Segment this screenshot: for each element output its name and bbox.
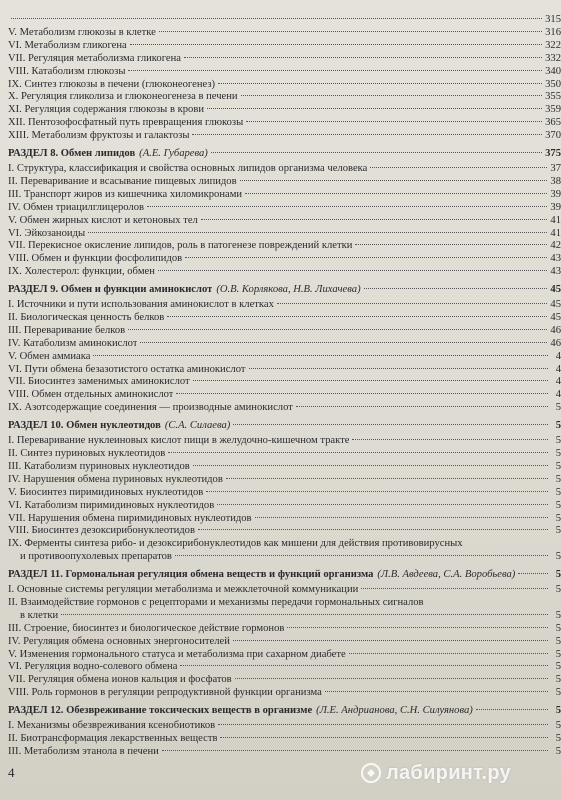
toc-entry-page: 46	[550, 324, 561, 336]
toc-entry	[8, 266, 561, 279]
dot-leader	[176, 392, 548, 394]
toc-entry-title: VI. Эйкозаноиды	[8, 227, 86, 239]
section-title: РАЗДЕЛ 8. Обмен липидов	[8, 148, 136, 160]
toc-entry-page: 5	[555, 473, 561, 485]
toc-entry-page: 5	[555, 705, 561, 717]
toc-entry	[8, 636, 561, 649]
section-title: РАЗДЕЛ 12. Обезвреживание токсических веществ в организме	[8, 705, 313, 717]
section-authors: (Л.В. Авдеева, С.А. Воробьева)	[377, 569, 516, 581]
toc-entry	[8, 500, 561, 513]
section-title: РАЗДЕЛ 10. Обмен нуклеотидов	[8, 420, 161, 432]
dot-leader	[158, 269, 547, 271]
toc-entry	[8, 312, 561, 325]
toc-entry-page: 5	[555, 745, 561, 757]
toc-entry-title: III. Катаболизм пуриновых нуклеотидов	[8, 460, 190, 472]
toc-entry-title: I. Механизмы обезвреживания ксенобиотиков	[8, 720, 216, 732]
toc-entry-title: VIII. Роль гормонов в регуляции репродуктивной функции организма	[8, 687, 322, 699]
dot-leader	[355, 243, 547, 245]
dot-leader	[240, 179, 548, 181]
dot-leader	[211, 151, 542, 153]
toc-entry	[8, 733, 561, 746]
toc-entry-page: 5	[555, 622, 561, 634]
toc-entry-title: VIII. Катаболизм глюкозы	[8, 65, 126, 77]
toc-entry-page: 37	[550, 162, 561, 174]
toc-entry	[8, 551, 561, 564]
toc-entry-page: 4	[555, 376, 561, 388]
toc-entry	[8, 104, 561, 117]
toc-entry-page: 5	[555, 448, 561, 459]
toc-entry	[8, 435, 561, 448]
toc-entry-title: III. Строение, биосинтез и биологическое действие гормонов	[8, 622, 285, 634]
labirint-logo-icon	[360, 762, 382, 784]
dot-leader	[88, 231, 547, 233]
toc-entry-title: IV. Нарушения обмена пуриновых нуклеотидов	[8, 473, 223, 485]
dot-leader	[130, 43, 542, 45]
toc-entry	[8, 117, 561, 130]
dot-leader	[93, 354, 548, 356]
dot-leader	[241, 94, 543, 96]
toc-entry	[8, 649, 561, 662]
toc-entry	[8, 746, 561, 759]
toc-entry-page: 5	[555, 661, 561, 673]
toc-entry	[8, 27, 561, 40]
dot-leader	[370, 166, 547, 168]
toc-entry-title: VI. Катаболизм пиримидиновых нуклеотидов	[8, 499, 215, 511]
toc-entry-page: 5	[555, 720, 561, 732]
section-authors: (А.Е. Губарева)	[139, 148, 208, 160]
toc-entry-page: 41	[550, 214, 561, 226]
toc-entry	[8, 402, 561, 415]
toc-entry-title: XI. Регуляция содержания глюкозы в крови	[8, 104, 205, 116]
toc-entry-page: 39	[550, 201, 561, 213]
toc-entry-title: XII. Пентозофосфатный путь превращения глюкозы	[8, 117, 244, 129]
toc-entry	[8, 474, 561, 487]
toc-entry	[8, 325, 561, 338]
toc-entry-title: V. Обмен жирных кислот и кетоновых тел	[8, 214, 198, 226]
toc-entry-page: 370	[545, 130, 561, 142]
section-authors: (Л.Е. Андрианова, С.Н. Силуянова)	[316, 705, 473, 717]
dot-leader	[352, 438, 548, 440]
toc-section-heading	[8, 569, 561, 582]
toc-entry-title: VII. Регуляция обмена ионов кальция и фосфатов	[8, 674, 232, 686]
toc-entry-title: XIII. Метаболизм фруктозы и галактозы	[8, 130, 190, 142]
dot-leader	[128, 328, 547, 330]
table-of-contents	[8, 14, 561, 759]
dot-leader	[287, 626, 548, 628]
toc-entry-page: 5	[555, 420, 561, 432]
toc-top-entry	[8, 14, 561, 27]
toc-entry	[8, 79, 561, 92]
dot-leader	[159, 30, 542, 32]
toc-entry-page: 5	[555, 687, 561, 699]
toc-entry-page: 45	[550, 299, 561, 311]
toc-entry-page: 5	[555, 402, 561, 414]
toc-entry-title: III. Транспорт жиров из кишечника хиломикронами	[8, 188, 243, 200]
toc-entry	[8, 240, 561, 253]
toc-entry-title: IX. Азотсодержащие соединения — производные аминокислот	[8, 402, 293, 414]
toc-entry-page: 39	[550, 188, 561, 200]
dot-leader	[198, 528, 548, 530]
toc-entry-page: 38	[550, 175, 561, 187]
toc-entry-title: V. Метаболизм глюкозы в клетке	[8, 26, 156, 38]
toc-entry-title: и противоопухолевых препаратов	[20, 551, 172, 563]
toc-entry	[8, 687, 561, 700]
dot-leader	[193, 464, 548, 466]
toc-entry-title: IX. Синтез глюкозы в печени (глюконеогенез)	[8, 78, 216, 90]
toc-entry-page: 355	[545, 91, 561, 103]
toc-entry	[8, 338, 561, 351]
toc-entry-title: VII. Перекисное окисление липидов, роль в патогенезе повреждений клетки	[8, 240, 353, 252]
toc-entry	[8, 623, 561, 636]
toc-entry-title: II. Взаимодействие гормонов с рецепторами и механизмы передачи гормональных сигналов	[8, 596, 424, 608]
toc-entry-title: VIII. Обмен отдельных аминокислот	[8, 389, 174, 401]
toc-entry	[8, 91, 561, 104]
toc-entry-page: 41	[550, 227, 561, 239]
dot-leader	[206, 490, 548, 492]
section-title: РАЗДЕЛ 11. Гормональная регуляция обмена веществ и функций организма	[8, 569, 374, 581]
toc-entry-page: 316	[545, 26, 561, 38]
dot-leader	[167, 315, 547, 317]
dot-leader	[218, 723, 548, 725]
toc-entry-page: 5	[555, 499, 561, 511]
dot-leader	[296, 405, 548, 407]
toc-entry-page: 322	[545, 39, 561, 51]
toc-entry-page: 340	[545, 65, 561, 77]
toc-entry-page: 4	[555, 350, 561, 362]
toc-entry-page: 365	[545, 117, 561, 129]
toc-entry	[8, 461, 561, 474]
toc-entry-title: IV. Обмен триацилглицеролов	[8, 201, 144, 213]
dot-leader	[255, 516, 548, 518]
toc-section-heading	[8, 420, 561, 433]
section-authors: (О.В. Корлякова, Н.В. Лихачева)	[216, 284, 361, 296]
toc-entry	[8, 610, 561, 623]
toc-entry-title: I. Переваривание нуклеиновых кислот пищи в желудочно-кишечном тракте	[8, 435, 350, 447]
dot-leader	[192, 133, 542, 135]
dot-leader	[235, 677, 548, 679]
dot-leader	[61, 613, 548, 615]
toc-entry	[8, 597, 561, 610]
toc-entry-title: IV. Катаболизм аминокислот	[8, 337, 138, 349]
toc-entry-page: 5	[555, 648, 561, 660]
toc-entry-title: II. Биотрансформация лекарственных веществ	[8, 733, 218, 744]
toc-entry	[8, 163, 561, 176]
dot-leader	[246, 120, 542, 122]
toc-entry-title: II. Переваривание и всасывание пищевых липидов	[8, 175, 237, 187]
dot-leader	[184, 56, 542, 58]
watermark-text: лабиринт.ру	[386, 762, 512, 784]
toc-entry-title: I. Источники и пути использования аминокислот в клетках	[8, 299, 274, 311]
toc-entry-page: 4	[555, 389, 561, 401]
toc-entry	[8, 53, 561, 66]
dot-leader	[217, 503, 548, 505]
toc-entry-page: 46	[550, 337, 561, 349]
toc-entry-page: 45	[550, 284, 561, 296]
toc-entry	[8, 538, 561, 551]
toc-entry-title: III. Метаболизм этанола в печени	[8, 745, 159, 757]
toc-entry-page: 5	[555, 733, 561, 744]
toc-entry-title: V. Обмен аммиака	[8, 350, 91, 362]
toc-section-heading	[8, 148, 561, 161]
toc-entry-title: в клетки	[20, 609, 59, 621]
toc-entry-title: I. Структура, классификация и свойства основных липидов организма человека	[8, 162, 368, 174]
toc-entry	[8, 189, 561, 202]
toc-entry	[8, 364, 561, 377]
page-number: 4	[8, 765, 15, 780]
toc-entry-page: 5	[555, 569, 561, 581]
toc-entry-title: X. Регуляция гликолиза и глюконеогенеза в печени	[8, 91, 238, 103]
dot-leader	[364, 287, 548, 289]
toc-entry-page: 332	[545, 52, 561, 64]
toc-entry-title: VII. Биосинтез заменимых аминокислот	[8, 376, 190, 388]
toc-entry	[8, 228, 561, 241]
dot-leader	[233, 423, 548, 425]
dot-leader	[168, 451, 548, 453]
toc-entry-title: IX. Холестерол: функции, обмен	[8, 266, 155, 278]
toc-entry-page: 5	[555, 512, 561, 524]
dot-leader	[245, 192, 547, 194]
toc-entry-title: VI. Пути обмена безазотистого остатка аминокислот	[8, 363, 246, 375]
toc-entry-title: IV. Регуляция обмена основных энергоносителей	[8, 635, 230, 647]
toc-entry-page: 4	[555, 363, 561, 375]
toc-entry	[8, 299, 561, 312]
toc-entry-title: II. Синтез пуриновых нуклеотидов	[8, 448, 166, 459]
toc-entry-page: 350	[545, 78, 561, 90]
dot-leader	[325, 690, 548, 692]
toc-entry-title: I. Основные системы регуляции метаболизма и межклеточной коммуникации	[8, 584, 359, 596]
toc-entry	[8, 448, 561, 461]
toc-entry-title: VII. Нарушения обмена пиримидиновых нуклеотидов	[8, 512, 252, 524]
dot-leader	[249, 367, 549, 369]
dot-leader	[476, 708, 548, 710]
section-title: РАЗДЕЛ 9. Обмен и функции аминокислот	[8, 284, 213, 296]
dot-leader	[147, 205, 547, 207]
toc-entry	[8, 253, 561, 266]
toc-entry-title: VI. Метаболизм гликогена	[8, 39, 127, 51]
dot-leader	[193, 379, 548, 381]
toc-entry-title: III. Переваривание белков	[8, 324, 126, 336]
dot-leader	[218, 82, 542, 84]
toc-section-heading	[8, 705, 561, 718]
toc-entry	[8, 130, 561, 143]
toc-entry-page: 5	[555, 584, 561, 596]
toc-entry	[8, 66, 561, 79]
toc-entry	[8, 176, 561, 189]
toc-entry-page: 359	[545, 104, 561, 116]
toc-entry	[8, 720, 561, 733]
dot-leader	[233, 639, 548, 641]
dot-leader	[226, 477, 548, 479]
toc-entry-page: 43	[550, 253, 561, 265]
section-authors: (С.А. Силаева)	[164, 420, 231, 432]
toc-entry	[8, 674, 561, 687]
dot-leader	[180, 664, 548, 666]
toc-section-heading	[8, 284, 561, 297]
dot-leader	[361, 587, 548, 589]
toc-entry	[8, 215, 561, 228]
toc-entry-title: IX. Ферменты синтеза рибо- и дезоксирибонуклеотидов как мишени для действия противовирусных	[8, 538, 463, 550]
toc-entry-title: II. Биологическая ценность белков	[8, 311, 165, 323]
dot-leader	[518, 572, 548, 574]
toc-entry-page: 5	[555, 609, 561, 621]
dot-leader	[128, 69, 542, 71]
dot-leader	[140, 341, 547, 343]
toc-entry-title: V. Изменения гормонального статуса и метаболизма при сахарном диабете	[8, 648, 346, 660]
toc-entry-title: VII. Регуляция метаболизма гликогена	[8, 52, 181, 64]
toc-entry-page: 43	[550, 266, 561, 278]
toc-entry-page: 5	[555, 486, 561, 498]
dot-leader	[185, 256, 547, 258]
dot-leader	[175, 554, 548, 556]
toc-entry-title: VIII. Биосинтез дезоксирибонуклеотидов	[8, 525, 195, 537]
toc-entry	[8, 202, 561, 215]
toc-entry-page: 5	[555, 435, 561, 447]
dot-leader	[201, 218, 548, 220]
toc-entry	[8, 376, 561, 389]
toc-entry-page: 5	[555, 674, 561, 686]
toc-entry	[8, 525, 561, 538]
toc-entry-page: 5	[555, 525, 561, 537]
toc-entry-page: 315	[545, 14, 561, 25]
toc-entry	[8, 389, 561, 402]
toc-entry-page: 5	[555, 460, 561, 472]
toc-entry-title: V. Биосинтез пиримидиновых нуклеотидов	[8, 486, 204, 498]
dot-leader	[207, 107, 542, 109]
toc-entry-page: 45	[550, 311, 561, 323]
toc-entry	[8, 40, 561, 53]
dot-leader	[162, 749, 548, 751]
toc-entry-page: 375	[545, 148, 561, 160]
toc-entry	[8, 513, 561, 526]
toc-entry-title: VI. Регуляция водно-солевого обмена	[8, 661, 178, 673]
toc-entry	[8, 661, 561, 674]
toc-entry	[8, 351, 561, 364]
toc-entry-page: 5	[555, 635, 561, 647]
toc-entry	[8, 487, 561, 500]
dot-leader	[349, 652, 548, 654]
dot-leader	[11, 17, 542, 19]
toc-entry-title: VIII. Обмен и функции фосфолипидов	[8, 253, 183, 265]
dot-leader	[277, 302, 548, 304]
toc-entry-page: 5	[555, 551, 561, 563]
toc-entry-page: 42	[550, 240, 561, 252]
dot-leader	[220, 736, 548, 738]
toc-entry	[8, 584, 561, 597]
